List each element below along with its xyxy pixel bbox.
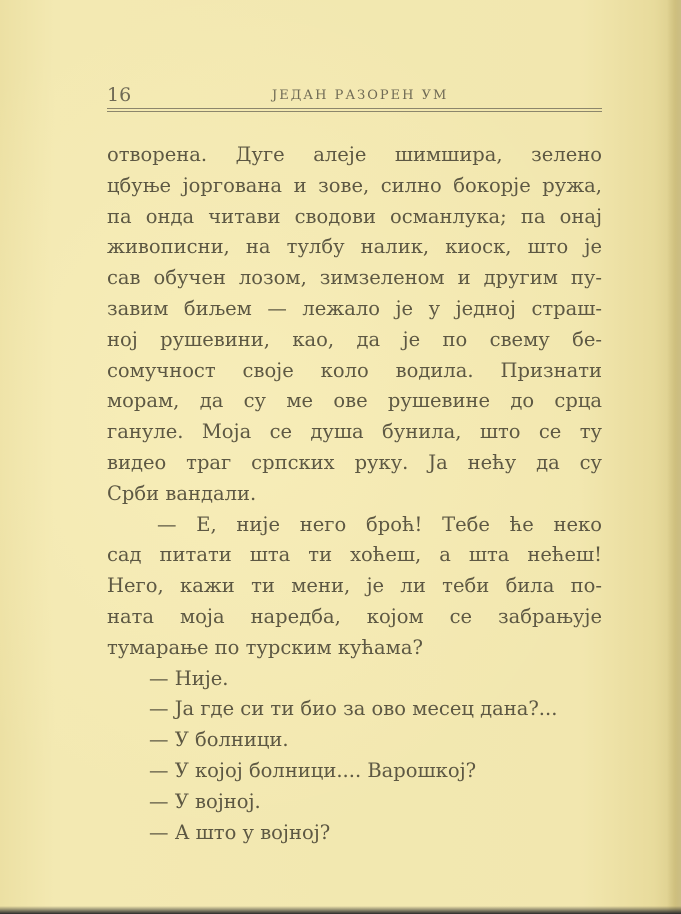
text-line: завим биљем — лежало је у једној страш- <box>107 296 602 320</box>
scan-bottom-border <box>0 906 681 914</box>
text-line: ној рушевини, као, да је по свему бе- <box>107 327 602 351</box>
text-line: — У којој болници.... Варошкој? <box>149 758 477 782</box>
text-line: па онда читави сводови османлука; па онај <box>107 204 602 228</box>
page-edge-shadow <box>667 0 681 914</box>
body-text <box>107 140 602 848</box>
running-title: ЈЕДАН РАЗОРЕН УМ <box>272 88 449 103</box>
page-header <box>107 84 602 110</box>
text-line: цбуње јоргована и зове, силно бокорје ружа, <box>107 173 602 197</box>
text-line: — У болници. <box>149 728 289 752</box>
text-line: Него, кажи ти мени, је ли теби била по- <box>107 574 602 598</box>
text-line: тумарање по турским кућама? <box>107 635 423 659</box>
text-line: — Е, није него броћ! Тебе ће неко <box>157 512 602 536</box>
text-line: сав обучен лозом, зимзеленом и другим пу- <box>107 266 602 290</box>
text-line: — У војној. <box>149 789 261 813</box>
text-line: отворена. Дуге алеје шимшира, зелено <box>107 143 602 166</box>
text-line: живописни, на тулбу налик, киоск, што је <box>107 235 602 259</box>
header-rule <box>107 108 602 112</box>
page-number: 16 <box>107 84 132 106</box>
text-line: — Ја где си ти био за ово месец дана?... <box>149 697 558 721</box>
text-line: Срби вандали. <box>107 481 257 505</box>
text-line: сомучност своје коло водила. Признати <box>107 358 602 382</box>
text-line: гануле. Моја се душа бунила, што се ту <box>107 420 602 444</box>
text-line: — Није. <box>149 666 229 690</box>
text-line: видео траг српских руку. Ја нећу да су <box>107 450 602 474</box>
text-line: — А што у војној? <box>149 820 331 844</box>
text-line: морам, да су ме ове рушевине до срца <box>107 389 602 413</box>
text-line: сад питати шта ти хоћеш, а шта нећеш! <box>107 543 602 567</box>
text-line: ната моја наредба, којом се забрањује <box>107 604 602 628</box>
